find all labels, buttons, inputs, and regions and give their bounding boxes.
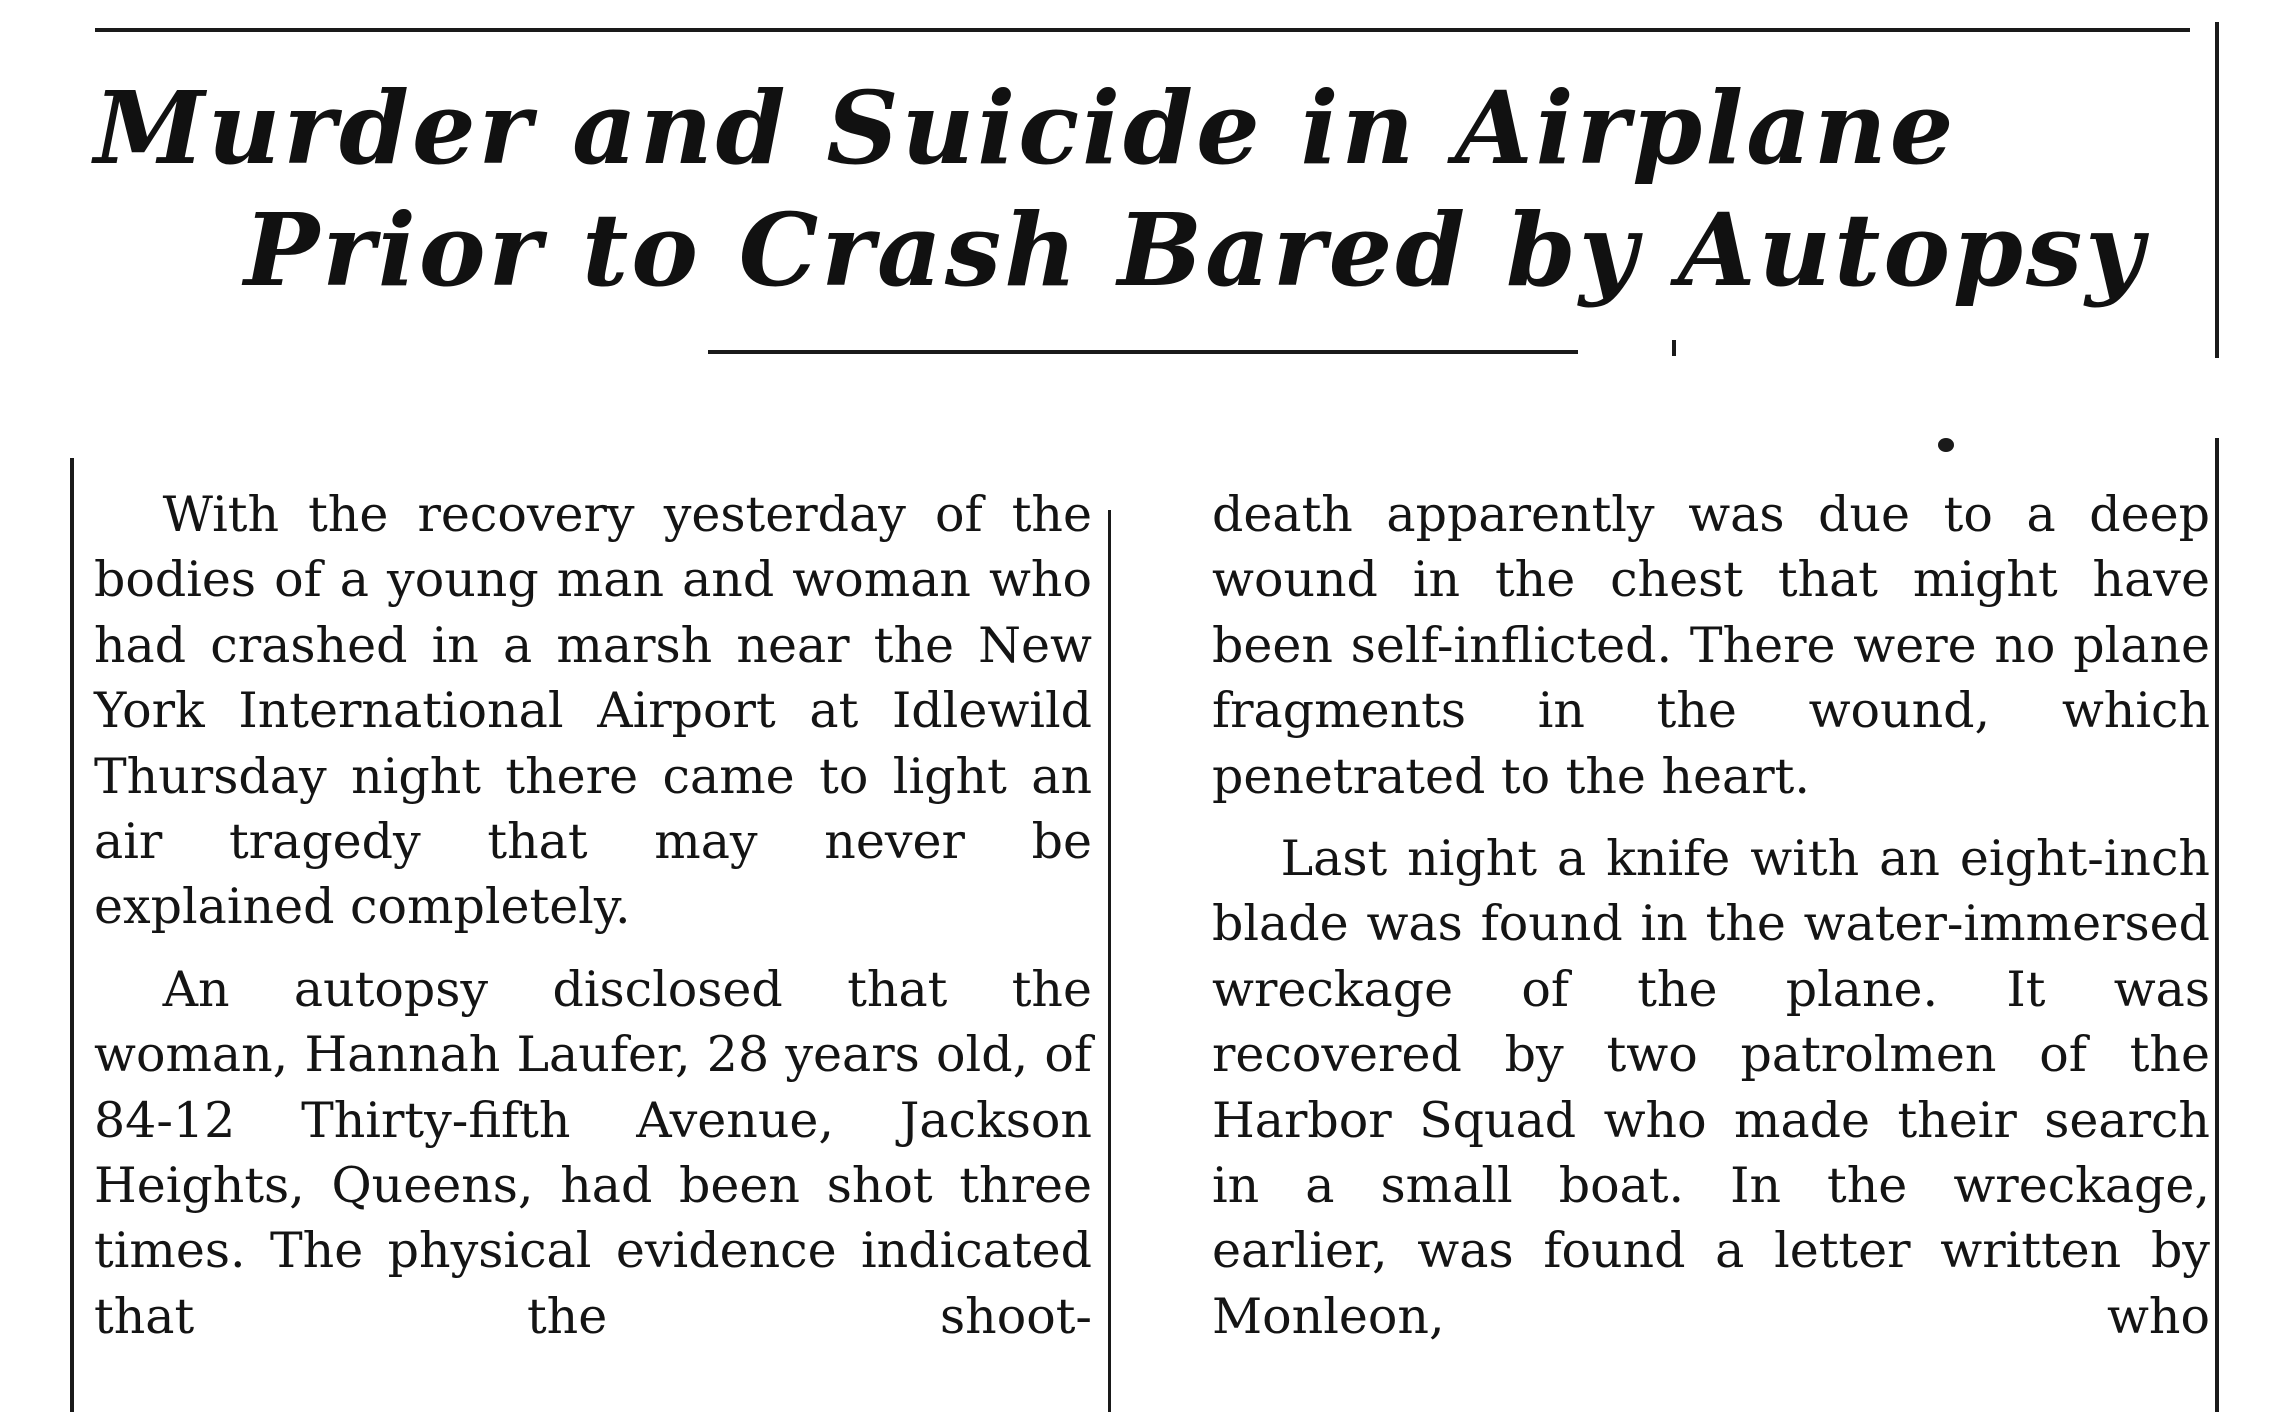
article-paragraph: With the recovery yesterday of the bodies of a young man and woman who had crashed in a marsh near the New York International Airport at Idlewild Thursday night there came to light an air tragedy that may never be explained completely. — [94, 486, 1092, 936]
article-paragraph: death apparently was due to a deep wound in the chest that might have been self-inflicted. There were no plane fragments in the wound, which penetrated to the heart. — [1212, 486, 2210, 805]
headline-under-rule — [708, 350, 1578, 354]
ink-speck — [1938, 438, 1954, 452]
article-paragraph: Last night a knife with an eight-inch blade was found in the water-immersed wreckage of the plane. It was recovered by two patrolmen of the Harbor Squad who made their search in a small boat. In the wreckage, earlier, was found a letter written by Monleon, who — [1212, 830, 2210, 1345]
headline-line-1: Murder and Suicide in Airplane — [94, 69, 1957, 187]
article-column-right — [1212, 482, 2210, 1349]
column-divider-rule — [1108, 510, 1111, 1412]
left-column-border — [70, 458, 74, 1412]
headline-line-2: Prior to Crash Bared by Autopsy — [244, 191, 2147, 309]
headline-tick-mark — [1672, 340, 1676, 356]
right-column-border — [2215, 438, 2219, 1412]
article-column-left — [94, 482, 1092, 1349]
top-rule — [95, 28, 2190, 32]
article-paragraph: An autopsy disclosed that the woman, Hannah Laufer, 28 years old, of 84-12 Thirty-fifth Avenue, Jackson Heights, Queens, had been shot three times. The physical evidence indicated that the shoot- — [94, 960, 1092, 1345]
right-border-rule — [2215, 22, 2219, 358]
